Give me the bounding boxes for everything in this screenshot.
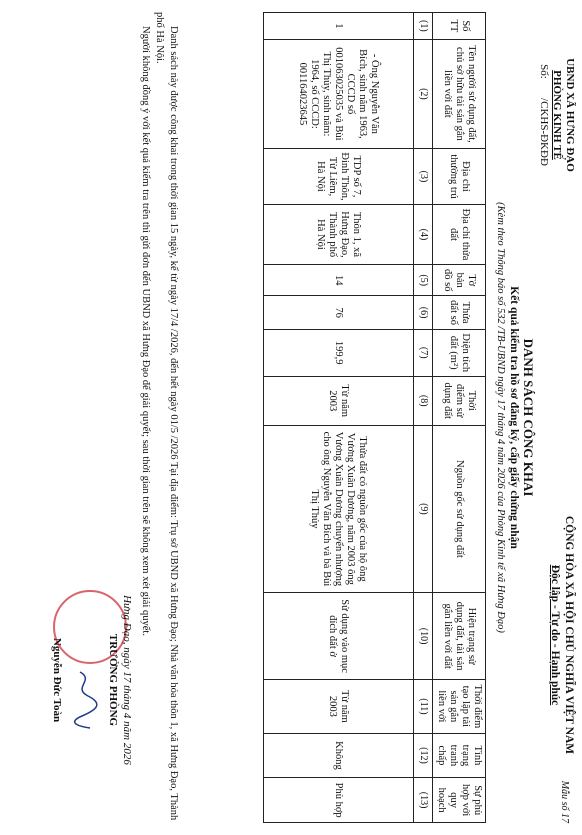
col-number: (7) xyxy=(414,329,433,376)
col-number: (4) xyxy=(414,204,433,264)
column-number-row xyxy=(414,13,433,823)
header-left xyxy=(537,30,576,200)
col-number: (2) xyxy=(414,39,433,148)
cell-time-use: Từ năm 2003 xyxy=(264,376,414,425)
department-name: PHÒNG KINH TẾ xyxy=(551,70,563,160)
cell-planning: Phù hợp xyxy=(264,778,414,823)
cell-stt: 1 xyxy=(264,13,414,40)
document-title: DANH SÁCH CÔNG KHAI xyxy=(521,338,536,497)
col-number: (8) xyxy=(414,376,433,425)
col-header: Thửa đất số xyxy=(433,296,486,329)
agency-name: UBND XÃ HƯNG ĐẠO xyxy=(564,58,576,172)
table-header-row xyxy=(433,13,486,823)
form-number: Mẫu số 17 xyxy=(559,780,570,823)
col-header: Tình trạng tranh chấp xyxy=(433,733,486,778)
col-header: Địa chỉ thửa đất xyxy=(433,204,486,264)
national-title: CỘNG HÒA XÃ HỘI CHỦ NGHĨA VIỆT NAM xyxy=(563,515,575,755)
footer-line-2: Người không đồng ý với kết quả kiểm tra trên thì gửi đơn đến UBND xã Hưng Đạo để giải quyết; sau thời gian trên sẽ không xem xét giải quyết. xyxy=(140,26,151,636)
col-number: (3) xyxy=(414,149,433,205)
signer-role: TRƯỞNG PHÒNG xyxy=(107,633,119,727)
col-number: (12) xyxy=(414,733,433,778)
cell-dispute: Không xyxy=(264,733,414,778)
national-motto: Độc lập - Tự do - Hạnh phúc xyxy=(549,564,561,706)
header-right xyxy=(548,500,576,770)
col-header: Địa chỉ thường trú xyxy=(433,149,486,205)
col-header: Tên người sử dụng đất, chủ sở hữu tài sản gắn liền với đất xyxy=(433,39,486,148)
cell-name: - Ông Nguyễn Văn Bích, sinh năm 1963, CCCD số 001063025035 và Bùi Thị Thủy, sinh năm: 1964, số CCCD: 001164023645 xyxy=(264,39,414,148)
public-list-table xyxy=(263,12,486,823)
cell-parcel: 76 xyxy=(264,296,414,329)
cell-map-sheet: 14 xyxy=(264,265,414,296)
col-number: (13) xyxy=(414,778,433,823)
table-row xyxy=(264,13,414,823)
cell-land-address: Thôn 1, xã Hưng Đạo, Thành phố Hà Nội xyxy=(264,204,414,264)
col-number: (1) xyxy=(414,13,433,40)
col-header: Hiện trạng sử dụng đất, tài sản gắn liền với đất xyxy=(433,593,486,680)
footer-notes xyxy=(138,12,180,823)
cell-area: 199,9 xyxy=(264,329,414,376)
col-header: Nguồn gốc sử dụng đất xyxy=(433,425,486,592)
cell-origin: Thửa đất có nguồn gốc của hộ ông Vương Xuân Dương, năm 2003 ông Vương Xuân Dương chuyển nhượng cho ông Nguyễn Văn Bích và bà Bùi Thị Thủy xyxy=(264,425,414,592)
col-header: Sự phù hợp với quy hoạch xyxy=(433,778,486,823)
col-number: (11) xyxy=(414,680,433,734)
col-number: (10) xyxy=(414,593,433,680)
signature-block xyxy=(50,560,134,800)
cell-current-use: Sử dụng vào mục đích đất ở xyxy=(264,593,414,680)
col-header: Diện tích đất (m²) xyxy=(433,329,486,376)
col-header: Tờ bản đồ số xyxy=(433,265,486,296)
document-caption: (Kèm theo Thông báo số 532 /TB-UBND ngày 17 tháng 4 năm 2026 của Phòng Kinh tế xã Hưng Đạo) xyxy=(495,202,506,633)
col-header: Thời điểm tạo lập tài sản gắn liền với xyxy=(433,680,486,734)
signer-name: Nguyễn Đức Toàn xyxy=(51,637,63,723)
footer-line-1: Danh sách này được công khai trong thời gian 15 ngày, kể từ ngày 17/4 /2026, đến hết ngày 01/5 /2026 Tại địa điểm: Trụ sở UBND xã Hưng Đạo; Nhà văn hóa thôn 1, xã Hưng Đạo, Thành phố Hà Nội. xyxy=(154,12,179,821)
col-header: Số TT xyxy=(433,13,486,40)
cell-residence: TDP số 7, Đinh Thôn, Từ Liêm, Hà Nội xyxy=(264,149,414,205)
col-number: (9) xyxy=(414,425,433,592)
col-number: (6) xyxy=(414,296,433,329)
cell-asset-time: Từ năm 2003 xyxy=(264,680,414,734)
col-number: (5) xyxy=(414,265,433,296)
document-subtitle: Kết quả kiểm tra hồ sơ đăng ký, cấp giấy chứng nhận xyxy=(508,286,520,549)
col-header: Thời điểm sử dụng đất xyxy=(433,376,486,425)
document-number: Số: /CKHS-ĐKĐĐ xyxy=(538,64,550,166)
place-date: Hưng Đạo, ngày 17 tháng 4 năm 2026 xyxy=(121,595,133,765)
